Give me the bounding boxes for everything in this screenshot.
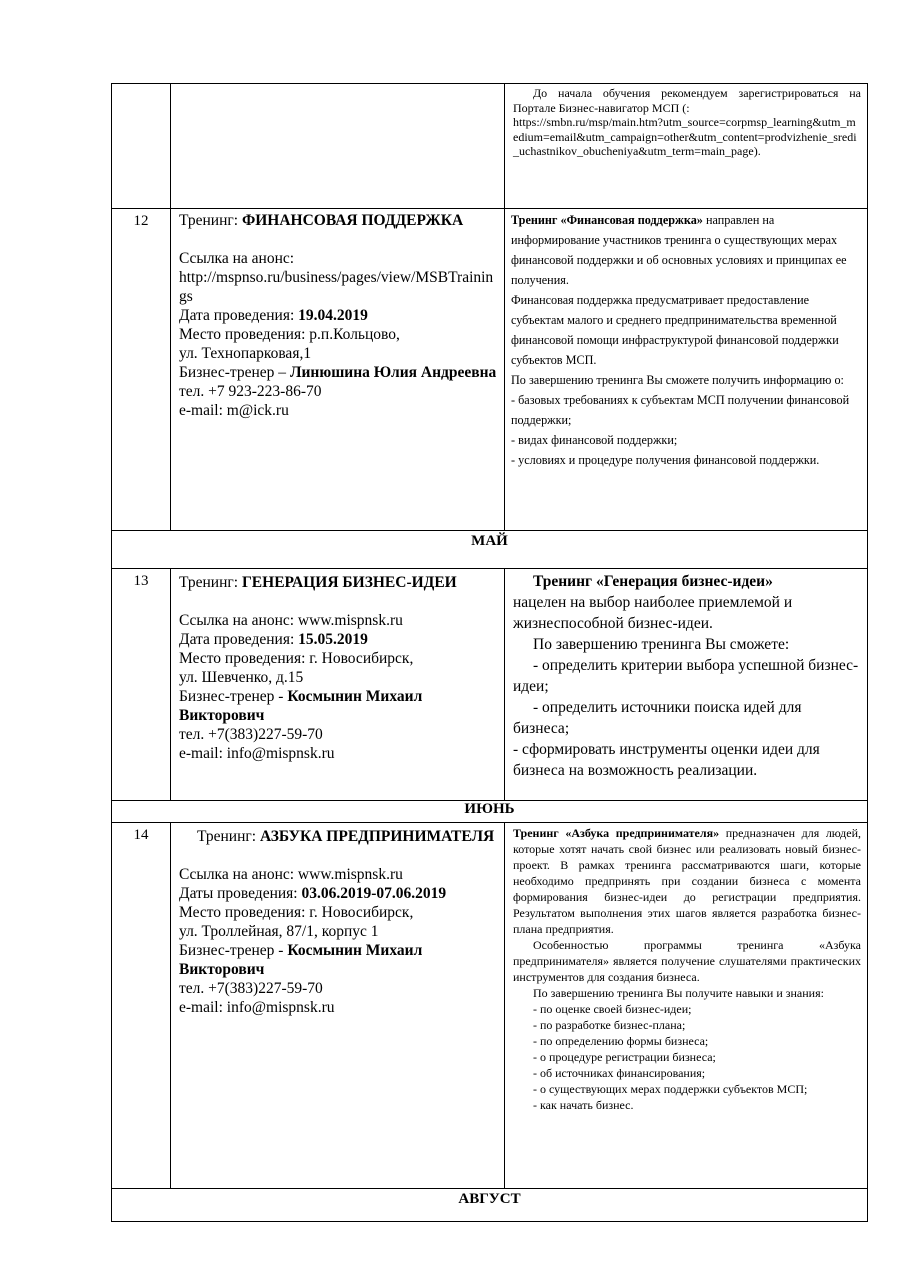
number-cell — [112, 84, 171, 209]
month-header-row — [112, 801, 868, 823]
place-line: ул. Шевченко, д.15 — [179, 669, 304, 686]
announce-label: Ссылка на анонс: — [179, 250, 295, 267]
announce-link[interactable]: Ссылка на анонс: www.mispnsk.ru — [179, 612, 403, 629]
email-link[interactable]: e-mail: info@mispnsk.ru — [179, 745, 335, 762]
row-number: 13 — [112, 569, 171, 801]
description-text: нацелен на выбор наиболее приемлемой и жизнеспособной бизнес-идеи. — [513, 594, 793, 632]
event-cell — [171, 84, 505, 209]
description-title: Тренинг «Азбука предпринимателя» — [513, 826, 720, 840]
trainer-label: Бизнес-тренер - — [179, 688, 288, 705]
description-cell — [505, 84, 868, 209]
list-item: - по разработке бизнес-плана; — [533, 1018, 686, 1032]
list-item: - как начать бизнес. — [533, 1098, 634, 1112]
trainer-name: Космынин Михаил Викторович — [179, 688, 423, 724]
list-item: - базовых требованиях к субъектам МСП получении финансовой поддержки; — [511, 393, 850, 427]
description-cell — [505, 569, 868, 801]
announce-link[interactable]: Ссылка на анонс: www.mispnsk.ru — [179, 866, 403, 883]
description-title: Тренинг «Финансовая поддержка» — [511, 213, 703, 227]
list-item: - об источниках финансирования; — [533, 1066, 706, 1080]
description-text: Финансовая поддержка предусматривает предоставление субъектам малого и среднего предпринимательства временной финансовой помощи инфраструктурой финансовой поддержки субъектов МСП. — [511, 293, 839, 367]
list-item: - по оценке своей бизнес-идеи; — [533, 1002, 692, 1016]
list-item: - определить источники поиска идей для бизнеса; — [513, 699, 802, 737]
registration-note: До начала обучения рекомендуем зарегистрироваться на Портале Бизнес-навигатор МСП (: — [513, 86, 861, 115]
month-june: ИЮНЬ — [112, 801, 868, 823]
list-item: - о процедуре регистрации бизнеса; — [533, 1050, 716, 1064]
training-prefix: Тренинг: — [197, 828, 260, 845]
place-line: ул. Троллейная, 87/1, корпус 1 — [179, 923, 379, 940]
date-label: Даты проведения: — [179, 885, 302, 902]
phone: тел. +7(383)227-59-70 — [179, 726, 323, 743]
month-august: АВГУСТ — [112, 1189, 868, 1222]
registration-link[interactable]: https://smbn.ru/msp/main.htm?utm_source=corpmsp_learning&utm_medium=email&utm_campaign=other&utm_content=prodvizhenie_sredi_uchastnikov_obucheniya&utm_term=main_page). — [513, 115, 857, 158]
month-may: МАЙ — [112, 531, 868, 569]
trainer-label: Бизнес-тренер – — [179, 364, 290, 381]
place-line: Место проведения: г. Новосибирск, — [179, 904, 414, 921]
trainer-label: Бизнес-тренер - — [179, 942, 288, 959]
place-line: Место проведения: г. Новосибирск, — [179, 650, 414, 667]
list-item: - видах финансовой поддержки; — [511, 433, 678, 447]
month-header-row — [112, 1189, 868, 1222]
training-prefix: Тренинг: — [179, 212, 242, 229]
place-line: ул. Технопарковая,1 — [179, 345, 312, 362]
trainer-name: Линюшина Юлия Андреевна — [289, 364, 497, 381]
description-text: По завершению тренинга Вы сможете получить информацию о: — [511, 373, 844, 387]
description-text: предназначен для людей, которые хотят начать свой бизнес или реализовать новый бизнес-проект. В рамках тренинга рассматриваются шаги, которые необходимо предпринять при создании бизнеса с момента формирования бизнес-идеи до регистрации предприятия. Результатом выполнения этих шагов является разработка бизнес-плана предприятия. — [513, 826, 862, 936]
description-text: Особенностью программы тренинга «Азбука предпринимателя» является получение слушателями практических инструментов для создания бизнеса. — [513, 938, 861, 984]
description-cell — [505, 209, 868, 531]
table-row — [112, 209, 868, 531]
list-item: - по определению формы бизнеса; — [533, 1034, 709, 1048]
email-link[interactable]: e-mail: m@ick.ru — [179, 402, 289, 419]
announce-link[interactable]: http://mspnso.ru/business/pages/view/MSBTrainings — [179, 269, 494, 305]
email-link[interactable]: e-mail: info@mispnsk.ru — [179, 999, 335, 1016]
table-row-continuation — [112, 84, 868, 209]
training-name: ГЕНЕРАЦИЯ БИЗНЕС-ИДЕИ — [241, 574, 457, 591]
month-header-row — [112, 531, 868, 569]
description-text: По завершению тренинга Вы получите навыки и знания: — [533, 986, 824, 1000]
date-label: Дата проведения: — [179, 307, 299, 324]
row-number: 14 — [112, 823, 171, 1189]
table-row — [112, 569, 868, 801]
phone: тел. +7(383)227-59-70 — [179, 980, 323, 997]
date-label: Дата проведения: — [179, 631, 299, 648]
list-item: - условиях и процедуре получения финансовой поддержки. — [511, 453, 820, 467]
list-item: - сформировать инструменты оценки идеи для бизнеса на возможность реализации. — [513, 741, 820, 779]
training-name: АЗБУКА ПРЕДПРИНИМАТЕЛЯ — [259, 828, 495, 845]
events-table — [111, 83, 868, 1222]
place-line: Место проведения: р.п.Кольцово, — [179, 326, 400, 343]
event-cell — [171, 823, 505, 1189]
training-name: ФИНАНСОВАЯ ПОДДЕРЖКА — [241, 212, 464, 229]
description-text: По завершению тренинга Вы сможете: — [533, 636, 790, 653]
description-text: направлен на информирование участников тренинга о существующих мерах финансовой поддержки и об основных условиях и принципах ее получения. — [511, 213, 847, 287]
description-cell — [505, 823, 868, 1189]
event-cell — [171, 209, 505, 531]
trainer-name: Космынин Михаил Викторович — [179, 942, 423, 978]
date-value: 19.04.2019 — [298, 307, 368, 324]
phone: тел. +7 923-223-86-70 — [179, 383, 322, 400]
list-item: - о существующих мерах поддержки субъектов МСП; — [533, 1082, 808, 1096]
table-row — [112, 823, 868, 1189]
list-item: - определить критерии выбора успешной бизнес-идеи; — [513, 657, 859, 695]
date-value: 15.05.2019 — [298, 631, 368, 648]
date-value: 03.06.2019-07.06.2019 — [301, 885, 447, 902]
event-cell — [171, 569, 505, 801]
row-number: 12 — [112, 209, 171, 531]
training-prefix: Тренинг: — [179, 574, 242, 591]
description-title: Тренинг «Генерация бизнес-идеи» — [533, 573, 773, 590]
